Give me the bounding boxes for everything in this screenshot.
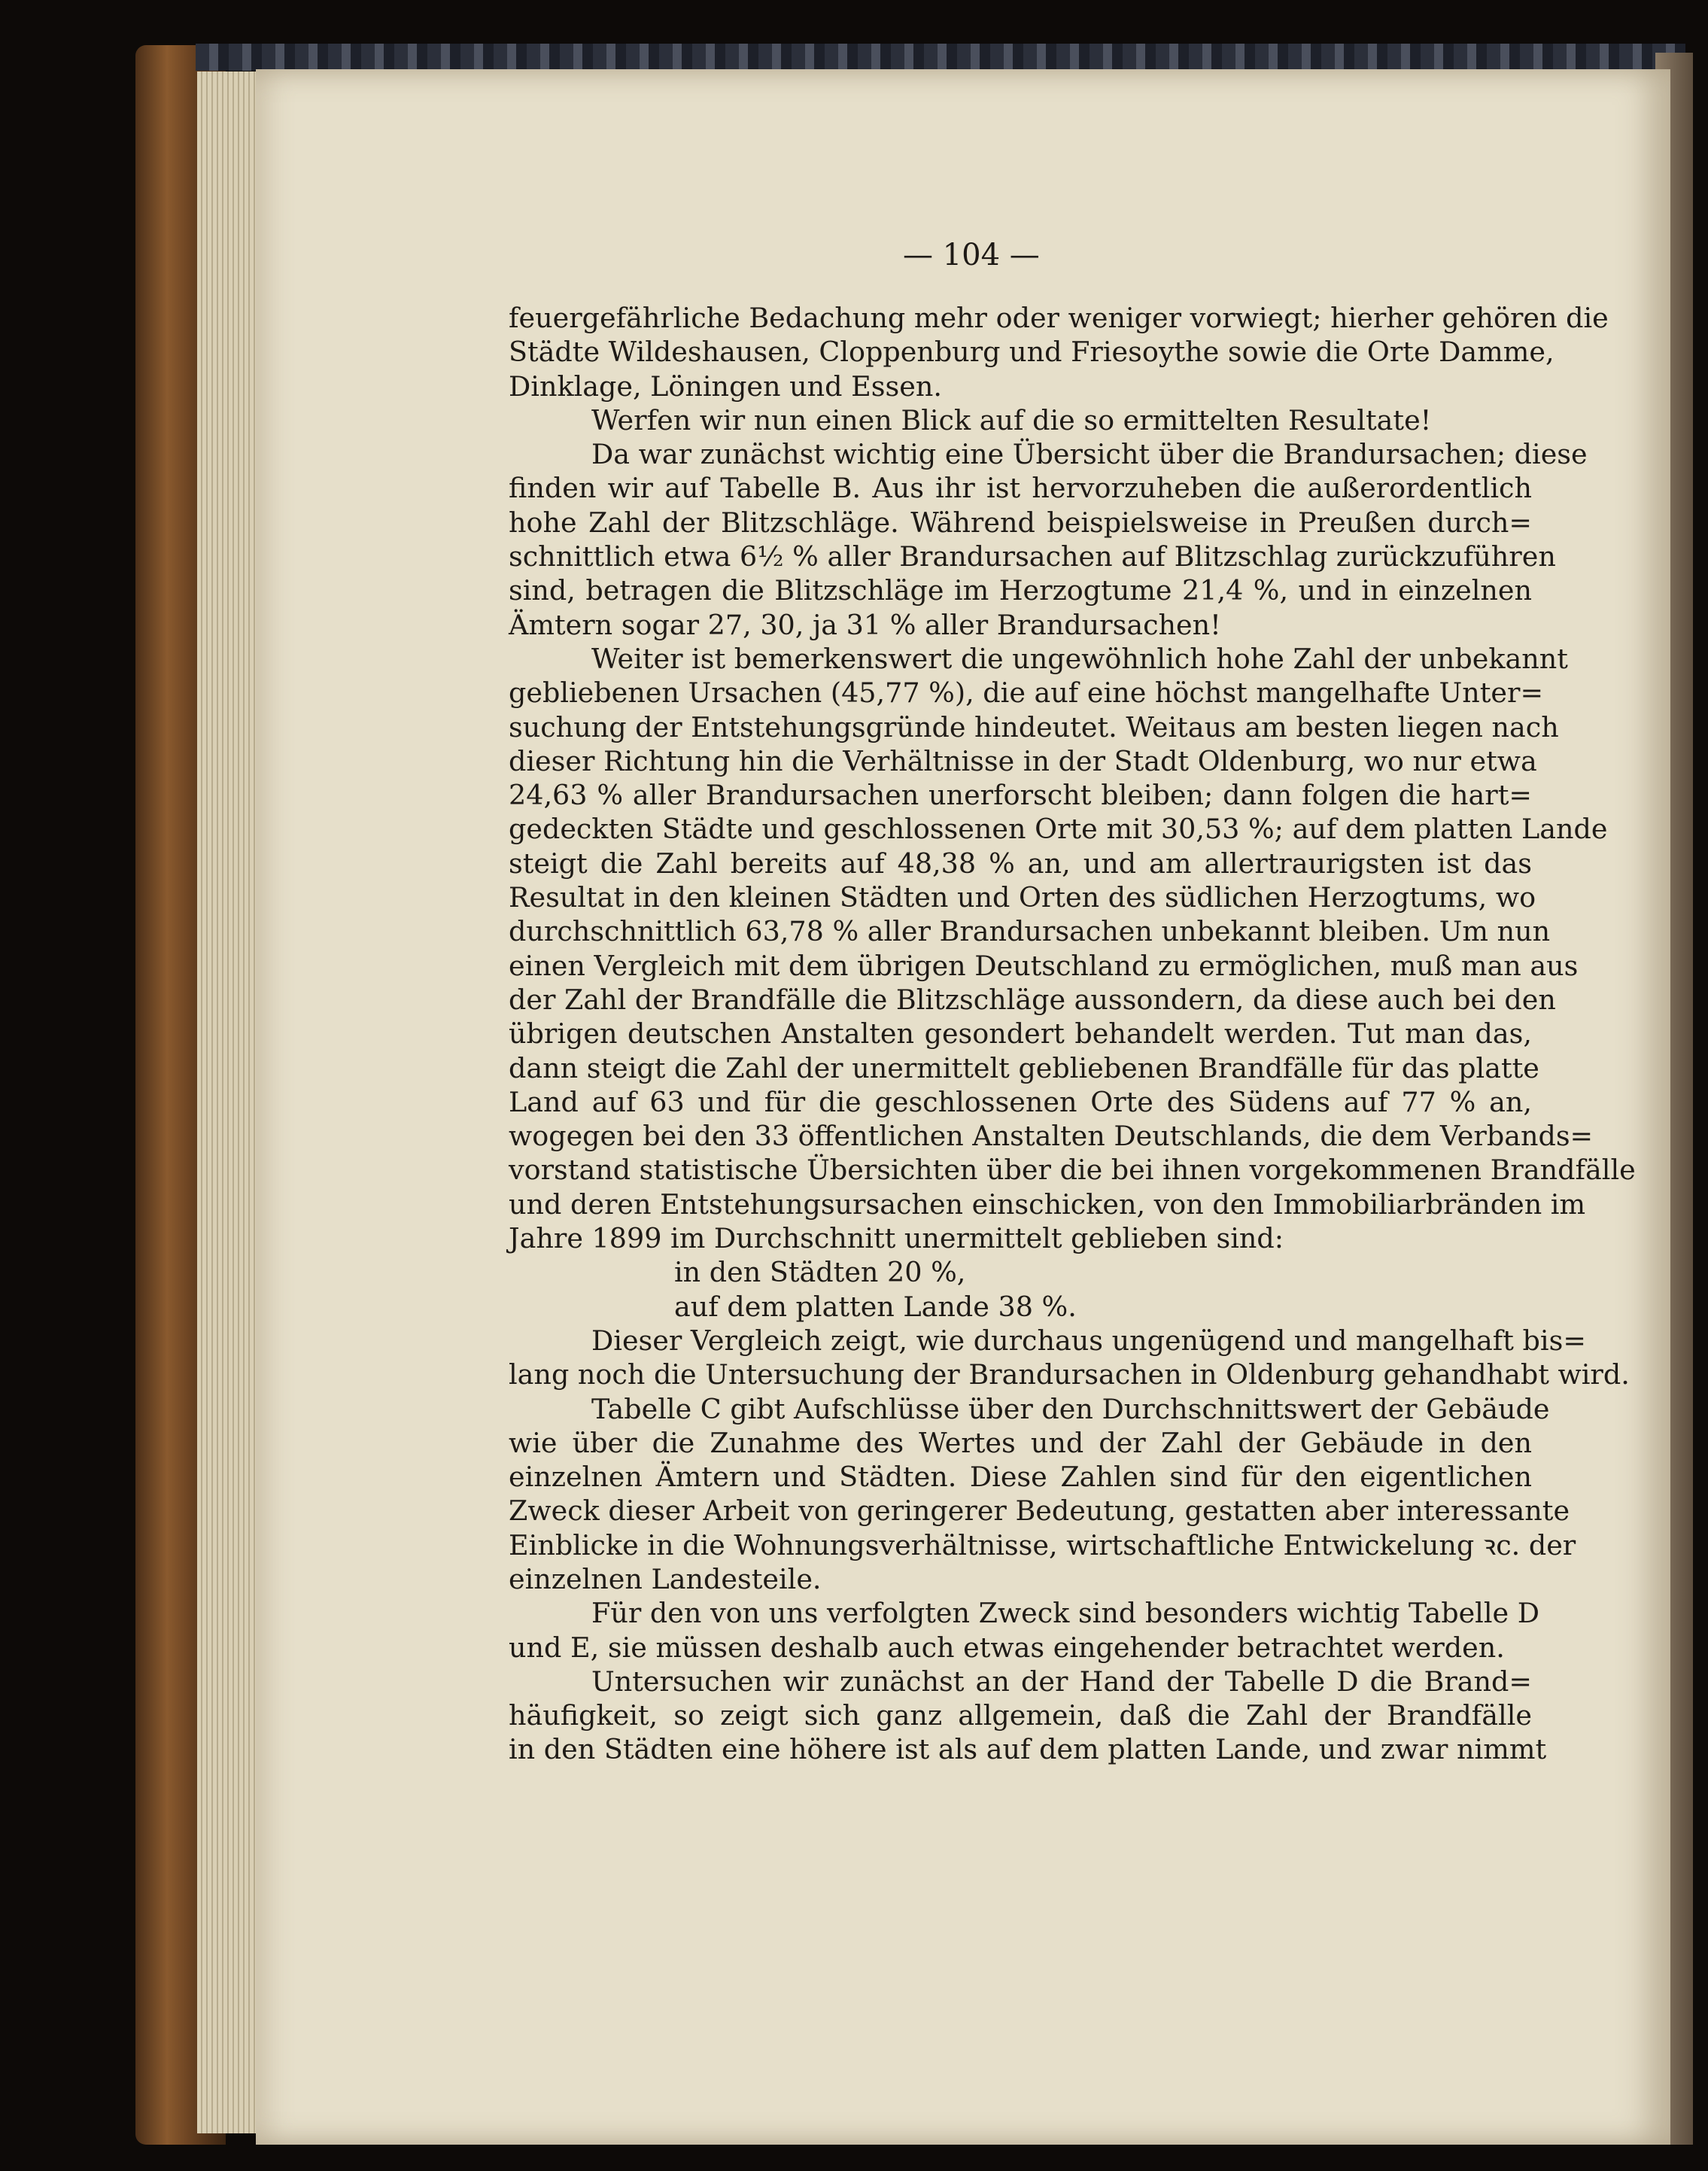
text-line: Städte Wildeshausen, Cloppenburg und Friesoythe sowie die Orte Damme, — [509, 336, 1555, 369]
text-line: durchschnittlich 63,78 % aller Brandursachen unbekannt bleiben. Um nun — [509, 915, 1551, 948]
text-line: Werfen wir nun einen Blick auf die so ermittelten Resultate! — [591, 403, 1432, 436]
text-line: auf dem platten Lande 38 %. — [674, 1290, 1077, 1323]
text-line: vorstand statistische Übersichten über die bei ihnen vorgekommenen Brandfälle — [509, 1154, 1636, 1187]
text-line: Resultat in den kleinen Städten und Orten des südlichen Herzogtums, wo — [509, 881, 1536, 914]
text-line: Ämtern sogar 27, 30, ja 31 % aller Brandursachen! — [509, 608, 1221, 641]
text-line: Untersuchen wir zunächst an der Hand der Tabelle D die Brand= — [591, 1665, 1532, 1698]
text-line: gedeckten Städte und geschlossenen Orte mit 30,53 %; auf dem platten Lande — [509, 813, 1608, 846]
text-line: Dieser Vergleich zeigt, wie durchaus ungenügend und mangelhaft bis= — [591, 1324, 1586, 1357]
text-line: wie über die Zunahme des Wertes und der Zahl der Gebäude in den — [509, 1426, 1532, 1459]
text-line: feuergefährliche Bedachung mehr oder weniger vorwiegt; hierher gehören die — [509, 302, 1609, 334]
text-line: der Zahl der Brandfälle die Blitzschläge aussondern, da diese auch bei den — [509, 983, 1556, 1016]
text-line: Dinklage, Löningen und Essen. — [509, 369, 942, 403]
text-line: schnittlich etwa 6½ % aller Brandursachen auf Blitzschlag zurückzuführen — [509, 540, 1556, 573]
text-line: einzelnen Landesteile. — [509, 1562, 822, 1595]
text-line: übrigen deutschen Anstalten gesondert behandelt werden. Tut man das, — [509, 1017, 1532, 1051]
book-cover-edge — [196, 44, 1685, 71]
text-line: steigt die Zahl bereits auf 48,38 % an, und am allertraurigsten ist das — [509, 847, 1532, 880]
text-line: suchung der Entstehungsgründe hindeutet. Weitaus am besten liegen nach — [509, 710, 1559, 743]
text-line: wogegen bei den 33 öffentlichen Anstalten Deutschlands, die dem Verbands= — [509, 1120, 1594, 1153]
text-line: Da war zunächst wichtig eine Übersicht über die Brandursachen; diese — [591, 438, 1588, 471]
text-line: gebliebenen Ursachen (45,77 %), die auf eine höchst mangelhafte Unter= — [509, 677, 1544, 710]
text-line: häufigkeit, so zeigt sich ganz allgemein, daß die Zahl der Brandfälle — [509, 1699, 1532, 1732]
page-number: — 104 — — [903, 238, 1040, 272]
text-line: lang noch die Untersuchung der Brandursachen in Oldenburg gehandhabt wird. — [509, 1358, 1630, 1391]
text-line: in den Städten 20 %, — [674, 1256, 966, 1289]
text-line: Weiter ist bemerkenswert die ungewöhnlich hohe Zahl der unbekannt — [591, 642, 1568, 675]
text-line: Einblicke in die Wohnungsverhältnisse, wirtschaftliche Entwickelung ꝛc. der — [509, 1528, 1576, 1561]
page-edges — [197, 71, 257, 2133]
text-line: einen Vergleich mit dem übrigen Deutschland zu ermöglichen, muß man aus — [509, 949, 1579, 982]
body-text — [509, 301, 1636, 1767]
text-line: Zweck dieser Arbeit von geringerer Bedeutung, gestatten aber interessante — [509, 1494, 1570, 1528]
text-line: und deren Entstehungsursachen einschicken, von den Immobiliarbränden im — [509, 1187, 1586, 1221]
text-line: in den Städten eine höhere ist als auf dem platten Lande, und zwar nimmt — [509, 1733, 1547, 1766]
text-line: dann steigt die Zahl der unermittelt gebliebenen Brandfälle für das platte — [509, 1051, 1539, 1084]
text-line: dieser Richtung hin die Verhältnisse in der Stadt Oldenburg, wo nur etwa — [509, 744, 1537, 777]
text-line: Land auf 63 und für die geschlossenen Orte des Südens auf 77 % an, — [509, 1085, 1532, 1118]
text-line: sind, betragen die Blitzschläge im Herzogtume 21,4 %, und in einzelnen — [509, 574, 1532, 607]
text-line: 24,63 % aller Brandursachen unerforscht bleiben; dann folgen die hart= — [509, 779, 1532, 812]
text-line: finden wir auf Tabelle B. Aus ihr ist hervorzuheben die außerordentlich — [509, 472, 1532, 505]
text-line: Tabelle C gibt Aufschlüsse über den Durchschnittswert der Gebäude — [591, 1392, 1550, 1425]
text-line: Jahre 1899 im Durchschnitt unermittelt geblieben sind: — [509, 1222, 1284, 1255]
text-line: hohe Zahl der Blitzschläge. Während beispielsweise in Preußen durch= — [509, 506, 1532, 539]
text-line: und E, sie müssen deshalb auch etwas eingehender betrachtet werden. — [509, 1631, 1505, 1664]
text-line: Für den von uns verfolgten Zweck sind besonders wichtig Tabelle D — [591, 1597, 1539, 1630]
text-line: einzelnen Ämtern und Städten. Diese Zahlen sind für den eigentlichen — [509, 1461, 1532, 1494]
